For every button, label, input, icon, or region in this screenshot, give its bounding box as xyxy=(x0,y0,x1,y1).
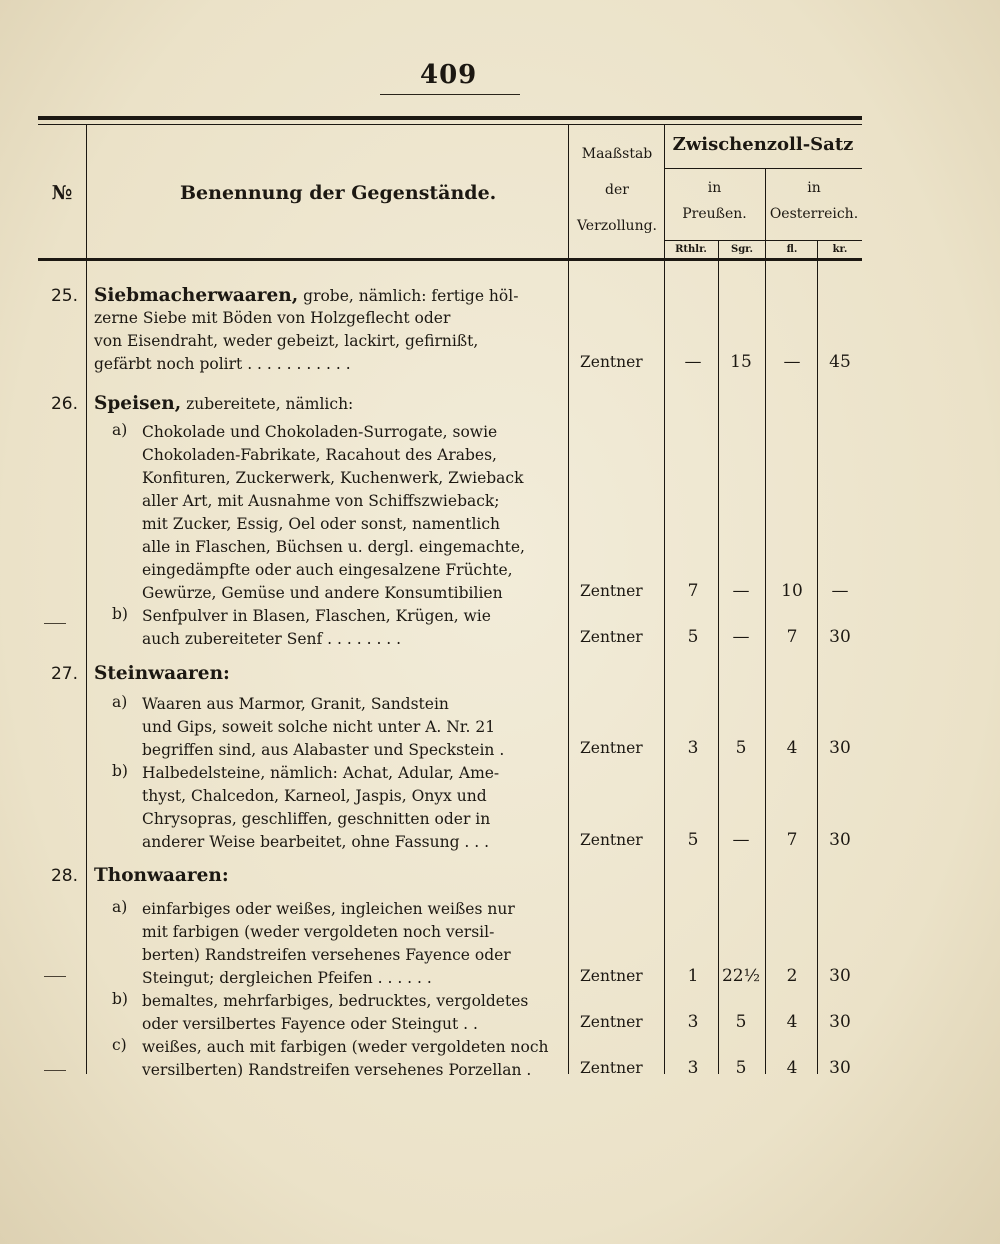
header-prussia-2: Preußen. xyxy=(682,206,747,222)
header-unit-3: Verzollung. xyxy=(576,218,657,234)
margin-dash xyxy=(44,976,66,977)
row-28b-kr: 30 xyxy=(829,1012,851,1032)
row-26a-line-1: Chokolade und Chokoladen-Surrogate, sowie xyxy=(142,423,498,441)
row-26a-line-2: Chokoladen-Fabrikate, Racahout des Arabes, xyxy=(142,446,497,464)
row-28-title: Thonwaaren: xyxy=(94,865,229,886)
row-26b-unit: Zentner xyxy=(580,628,643,646)
row-27b-sgr: — xyxy=(732,830,750,850)
header-divider-nr xyxy=(86,124,87,260)
row-27a-fl: 4 xyxy=(786,738,798,758)
row-28a-rthlr: 1 xyxy=(687,966,699,986)
row-26b-line-2: auch zubereiteter Senf . . . . . . . . xyxy=(142,630,402,648)
row-28c-unit: Zentner xyxy=(580,1059,643,1077)
header-austria-1: in xyxy=(807,180,821,196)
row-27b-line-3: Chrysopras, geschliffen, geschnitten oder in xyxy=(142,810,491,828)
row-26a-kr: — xyxy=(831,581,849,601)
row-25-line-1 xyxy=(94,284,556,308)
row-28b-sgr: 5 xyxy=(735,1012,747,1032)
row-28b-line-2: oder versilbertes Fayence oder Steingut . . xyxy=(142,1015,478,1033)
header-unit-2: der xyxy=(605,182,629,198)
row-27a-unit: Zentner xyxy=(580,739,643,757)
row-28c-line-1: weißes, auch mit farbigen (weder vergoldeten noch xyxy=(142,1038,549,1056)
row-28b-fl: 4 xyxy=(786,1012,798,1032)
row-26a-line-4: aller Art, mit Ausnahme von Schiffszwieback; xyxy=(142,492,500,510)
row-28a-label: a) xyxy=(112,898,128,916)
header-rate: Zwischenzoll-Satz xyxy=(672,134,854,155)
row-27b-rthlr: 5 xyxy=(687,830,699,850)
row-27-title: Steinwaaren: xyxy=(94,663,230,684)
header-fl: fl. xyxy=(786,244,798,255)
row-27b-line-2: thyst, Chalcedon, Karneol, Jaspis, Onyx und xyxy=(142,787,487,805)
header-nr: № xyxy=(51,182,73,204)
row-28b-unit: Zentner xyxy=(580,1013,643,1031)
row-27-title-line xyxy=(94,662,556,686)
row-28a-sgr: 22½ xyxy=(721,966,761,986)
row-26b-rthlr: 5 xyxy=(687,627,699,647)
row-28c-sgr: 5 xyxy=(735,1058,747,1078)
row-26b-label: b) xyxy=(112,605,128,623)
column-divider-text xyxy=(86,260,87,1074)
row-26a-rthlr: 7 xyxy=(687,581,699,601)
row-26b-sgr: — xyxy=(732,627,750,647)
row-28a-line-1: einfarbiges oder weißes, ingleichen weißes nur xyxy=(142,900,515,918)
header-kr: kr. xyxy=(832,244,848,255)
row-27b-line-4: anderer Weise bearbeitet, ohne Fassung . . . xyxy=(142,833,490,851)
column-divider-unit xyxy=(568,124,569,1074)
row-26b-kr: 30 xyxy=(829,627,851,647)
row-number-26: 26. xyxy=(50,394,78,414)
row-28a-unit: Zentner xyxy=(580,967,643,985)
row-27b-line-1: Halbedelsteine, nämlich: Achat, Adular, Ame- xyxy=(142,764,500,782)
row-27b-fl: 7 xyxy=(786,830,798,850)
row-28a-kr: 30 xyxy=(829,966,851,986)
row-25-title: Siebmacherwaaren, xyxy=(94,285,299,306)
row-26a-line-3: Konfituren, Zuckerwerk, Kuchenwerk, Zwieback xyxy=(142,469,524,487)
row-25-sgr: 15 xyxy=(730,352,752,372)
rate-subheader-rule xyxy=(664,168,862,169)
row-27a-line-3: begriffen sind, aus Alabaster und Speckstein . xyxy=(142,741,505,759)
row-26-title-line xyxy=(94,392,556,416)
row-25-line-4: gefärbt noch polirt . . . . . . . . . . . xyxy=(94,355,351,373)
row-26a-line-6: alle in Flaschen, Büchsen u. dergl. eingemachte, xyxy=(142,538,525,556)
table-top-rule xyxy=(38,116,862,120)
row-25-unit: Zentner xyxy=(580,353,643,371)
row-26a-fl: 10 xyxy=(781,581,803,601)
row-28b-line-1: bemaltes, mehrfarbiges, bedrucktes, vergoldetes xyxy=(142,992,529,1010)
table-top-rule-thin xyxy=(38,124,862,125)
header-prussia-1: in xyxy=(707,180,722,196)
margin-dash xyxy=(44,623,66,624)
row-25-line-2: zerne Siebe mit Böden von Holzgeflecht oder xyxy=(94,309,451,327)
row-27b-kr: 30 xyxy=(829,830,851,850)
row-28c-label: c) xyxy=(112,1036,127,1054)
row-27a-label: a) xyxy=(112,693,128,711)
header-sgr: Sgr. xyxy=(730,244,754,255)
row-25-kr: 45 xyxy=(829,352,851,372)
row-27b-label: b) xyxy=(112,762,128,780)
row-26b-fl: 7 xyxy=(786,627,798,647)
row-number-25: 25. xyxy=(50,286,78,306)
currency-subheader-rule xyxy=(664,240,862,241)
row-28b-rthlr: 3 xyxy=(687,1012,699,1032)
row-28c-fl: 4 xyxy=(786,1058,798,1078)
margin-dash xyxy=(44,1070,66,1071)
row-27a-kr: 30 xyxy=(829,738,851,758)
row-28b-label: b) xyxy=(112,990,128,1008)
header-name: Benennung der Gegenstände. xyxy=(180,182,497,204)
row-26-title-rest: zubereitete, nämlich: xyxy=(186,395,354,413)
row-26-title: Speisen, xyxy=(94,393,182,414)
row-number-28: 28. xyxy=(50,866,78,886)
column-divider-prussia xyxy=(664,124,665,1074)
header-bottom-rule xyxy=(38,258,862,261)
row-number-27: 27. xyxy=(50,664,78,684)
page-number: 409 xyxy=(420,60,478,90)
row-26a-unit: Zentner xyxy=(580,582,643,600)
header-unit-1: Maaßstab xyxy=(581,146,653,162)
row-28-title-line xyxy=(94,864,556,888)
row-25-fl: — xyxy=(783,352,801,372)
row-26a-label: a) xyxy=(112,421,128,439)
row-28c-line-2: versilberten) Randstreifen versehenes Porzellan . xyxy=(142,1061,532,1079)
row-28a-line-2: mit farbigen (weder vergoldeten noch versil- xyxy=(142,923,495,941)
header-austria-2: Oesterreich. xyxy=(769,206,859,222)
row-28a-fl: 2 xyxy=(786,966,798,986)
row-28a-line-3: berten) Randstreifen versehenes Fayence oder xyxy=(142,946,511,964)
row-28a-line-4: Steingut; dergleichen Pfeifen . . . . . . xyxy=(142,969,432,987)
row-27a-rthlr: 3 xyxy=(687,738,699,758)
row-28c-kr: 30 xyxy=(829,1058,851,1078)
header-rthlr: Rthlr. xyxy=(675,244,707,255)
row-26a-line-8: Gewürze, Gemüse und andere Konsumtibilien xyxy=(142,584,503,602)
row-25-line-3: von Eisendraht, weder gebeizt, lackirt, gefirnißt, xyxy=(94,332,479,350)
page-number-rule xyxy=(380,94,520,95)
row-28c-rthlr: 3 xyxy=(687,1058,699,1078)
row-26a-sgr: — xyxy=(732,581,750,601)
row-27a-line-2: und Gips, soweit solche nicht unter A. Nr. 21 xyxy=(142,718,496,736)
row-25-line-1-text: grobe, nämlich: fertige höl- xyxy=(303,287,519,305)
column-divider-austria xyxy=(765,168,766,1074)
row-26a-line-5: mit Zucker, Essig, Oel oder sonst, namentlich xyxy=(142,515,501,533)
row-27b-unit: Zentner xyxy=(580,831,643,849)
row-27a-sgr: 5 xyxy=(735,738,747,758)
row-26a-line-7: eingedämpfte oder auch eingesalzene Früchte, xyxy=(142,561,513,579)
row-26b-line-1: Senfpulver in Blasen, Flaschen, Krügen, wie xyxy=(142,607,491,625)
row-27a-line-1: Waaren aus Marmor, Granit, Sandstein xyxy=(142,695,449,713)
row-25-rthlr: — xyxy=(684,352,702,372)
